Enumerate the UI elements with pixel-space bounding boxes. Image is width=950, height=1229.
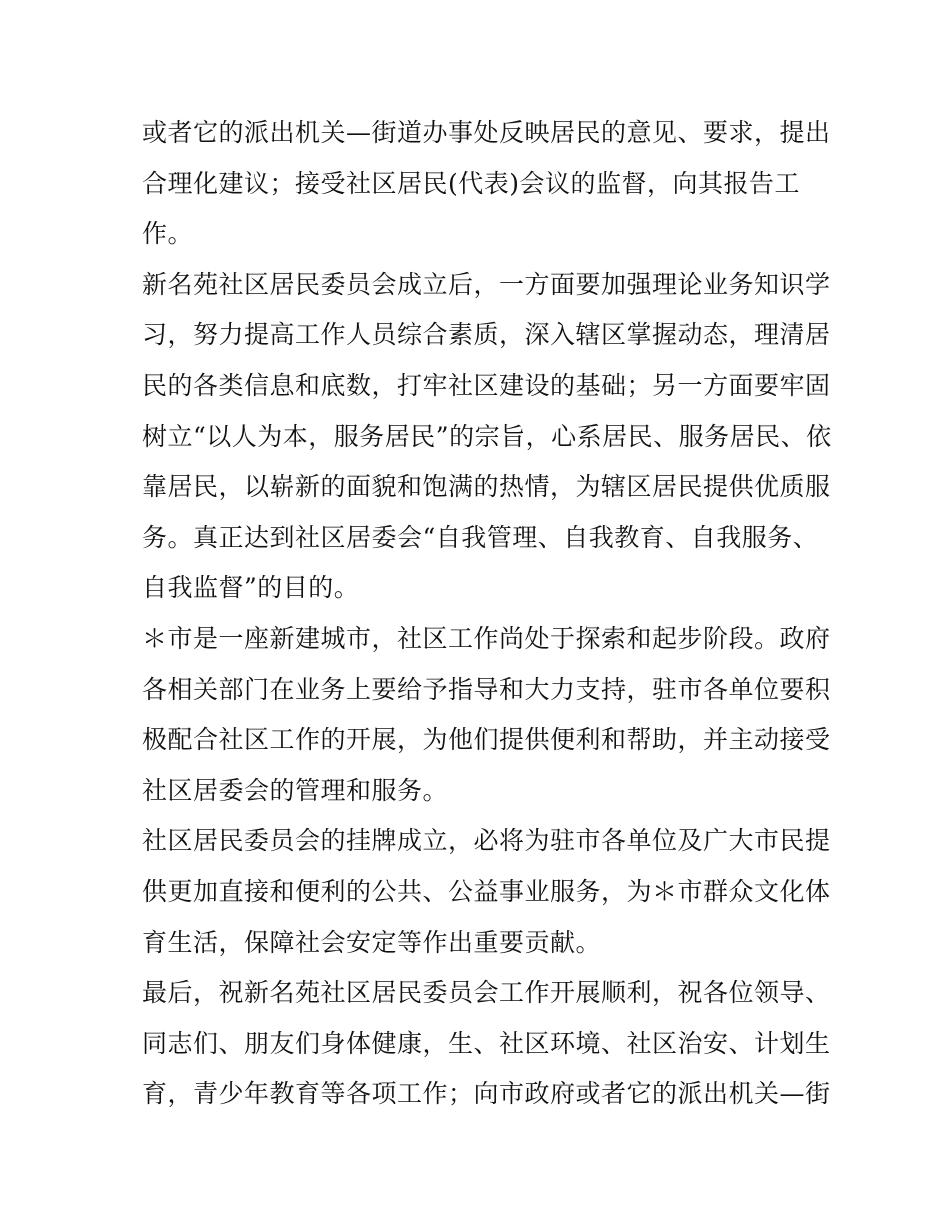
text-line: 极配合社区工作的开展，为他们提供便利和帮助，并主动接受 (142, 725, 831, 755)
text-line: 自我监督”的目的。 (142, 573, 360, 603)
text-line: 树立“以人为本，服务居民”的宗旨，心系居民、服务居民、依 (142, 421, 832, 451)
text-line: 各相关部门在业务上要给予指导和大力支持，驻市各单位要积 (142, 674, 831, 704)
paragraph-1 (142, 108, 831, 260)
text-line: 供更加直接和便利的公共、公益事业服务，为＊市群众文化体 (142, 876, 831, 906)
text-line: 或者它的派出机关—街道办事处反映居民的意见、要求，提出 (142, 118, 831, 147)
text-line: 新名苑社区居民委员会成立后，一方面要加强理论业务知识学 (142, 269, 831, 299)
paragraph-3 (142, 614, 831, 816)
paragraph-4 (142, 816, 831, 968)
document-body (142, 108, 832, 1120)
text-line: 同志们、朋友们身体健康，生、社区环境、社区治安、计划生 (142, 1028, 831, 1058)
text-line: 民的各类信息和底数，打牢社区建设的基础；另一方面要牢固 (142, 370, 831, 400)
text-line: 靠居民，以崭新的面貌和饱满的热情，为辖区居民提供优质服 (142, 472, 831, 502)
text-line: 最后，祝新名苑社区居民委员会工作开展顺利，祝各位领导、 (142, 978, 831, 1008)
paragraph-2 (142, 260, 832, 614)
paragraph-5 (142, 968, 831, 1120)
text-line: ＊市是一座新建城市，社区工作尚处于探索和起步阶段。政府 (142, 623, 831, 653)
text-line: 作。 (142, 219, 194, 249)
text-line: 社区居委会的管理和服务。 (142, 775, 449, 805)
text-line: 务。真正达到社区居委会“自我管理、自我教育、自我服务、 (142, 522, 819, 552)
text-line: 育生活，保障社会安定等作出重要贡献。 (142, 927, 602, 957)
text-line: 习，努力提高工作人员综合素质，深入辖区掌握动态，理清居 (142, 320, 831, 350)
text-line: 育，青少年教育等各项工作；向市政府或者它的派出机关—街 (142, 1079, 831, 1109)
text-line: 社区居民委员会的挂牌成立，必将为驻市各单位及广大市民提 (142, 826, 831, 856)
text-line: 合理化建议；接受社区居民(代表)会议的监督，向其报告工 (142, 168, 801, 198)
